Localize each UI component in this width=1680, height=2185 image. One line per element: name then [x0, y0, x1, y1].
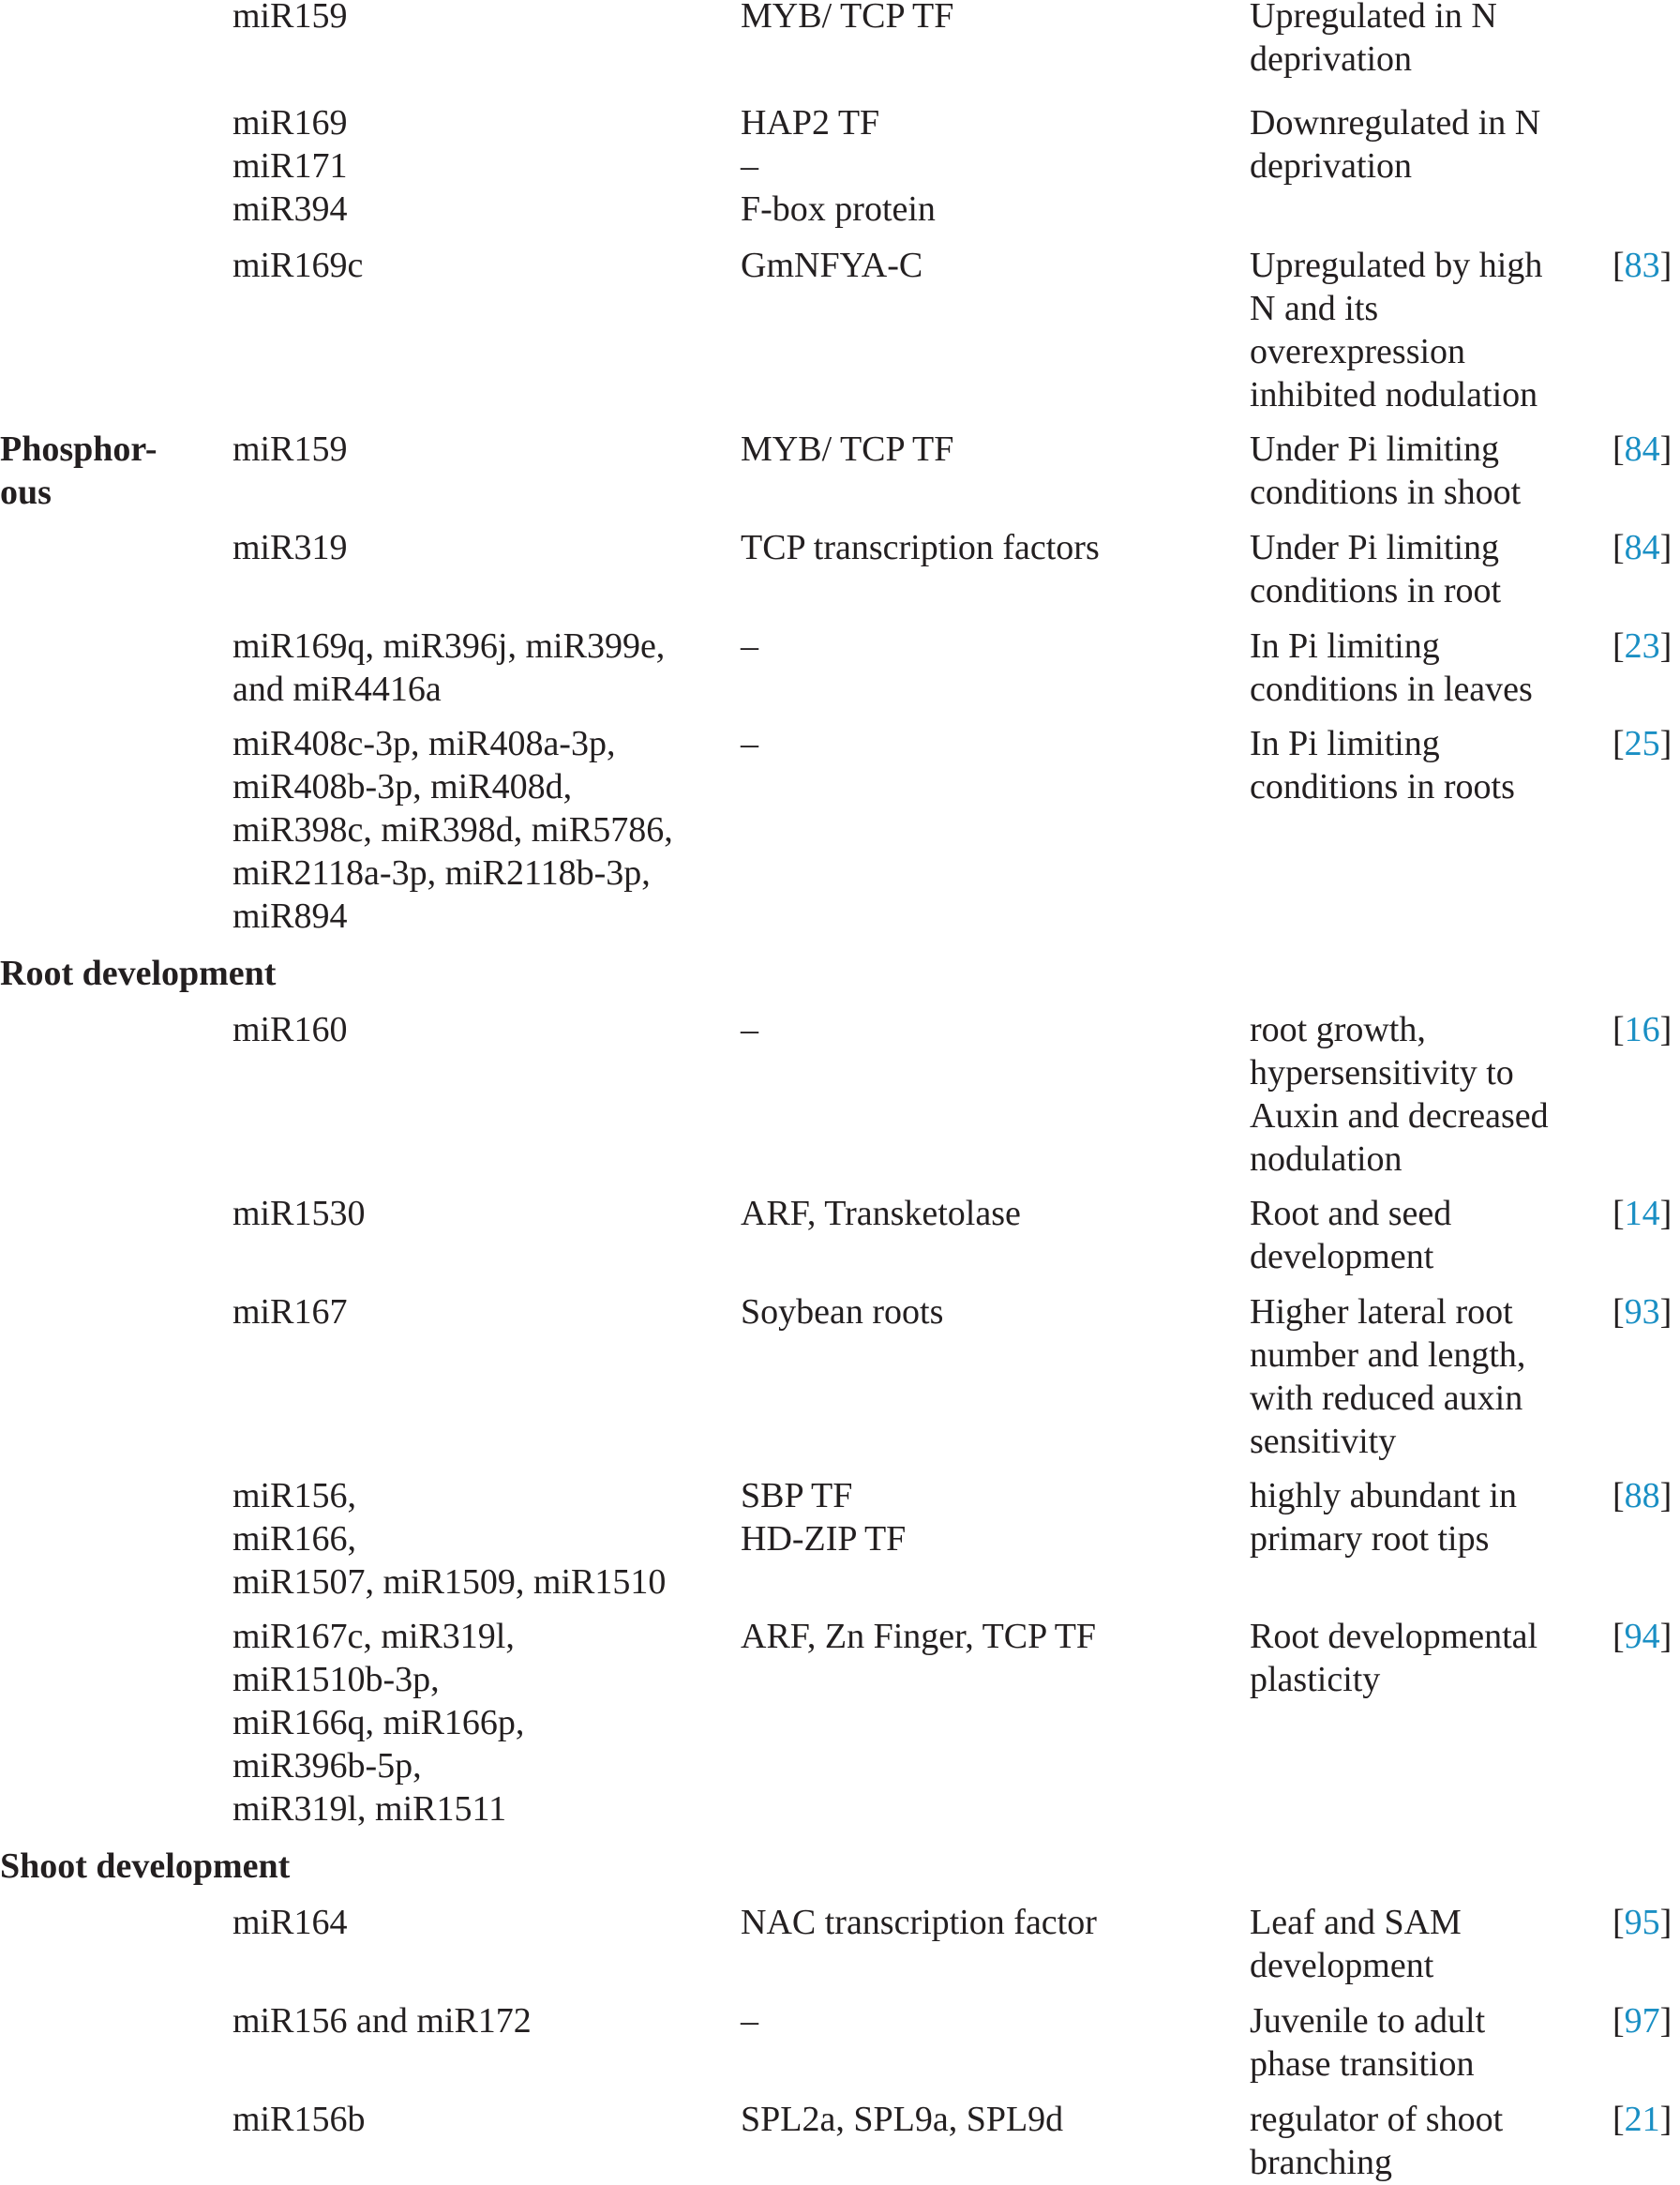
reference-cell: [25]	[1612, 724, 1672, 763]
target-cell	[741, 2098, 1247, 2141]
cell-line: primary root tips	[1250, 1519, 1490, 1559]
cell-line: SBP TF	[741, 1476, 853, 1515]
cell-line: miR894	[232, 897, 348, 936]
target-cell	[741, 1290, 1247, 1334]
cell-line: Auxin and decreased	[1250, 1096, 1549, 1136]
mirna-cell	[232, 0, 739, 38]
mirna-cell	[232, 625, 739, 711]
cell-line: miR171	[232, 146, 348, 186]
reference-link[interactable]: 84	[1624, 429, 1660, 469]
cell-line: miR159	[232, 429, 348, 469]
cell-line: HAP2 TF	[741, 103, 880, 143]
cell-line: miR169q, miR396j, miR399e,	[232, 626, 666, 666]
cell-line: miR2118a-3p, miR2118b-3p,	[232, 853, 651, 893]
reference-cell: [84]	[1612, 528, 1672, 567]
cell-line: Soybean roots	[741, 1292, 944, 1332]
cell-line: miR160	[232, 1010, 348, 1049]
mirna-cell	[232, 1615, 739, 1831]
cell-line: GmNFYA-C	[741, 246, 923, 285]
mirna-cell	[232, 1008, 739, 1051]
mirna-cell	[232, 526, 739, 569]
target-cell	[741, 1008, 1247, 1051]
cell-line: HD-ZIP TF	[741, 1519, 907, 1559]
function-cell	[1250, 0, 1587, 81]
cell-line: highly abundant in	[1250, 1476, 1517, 1515]
cell-line: In Pi limiting	[1250, 724, 1440, 763]
target-cell	[741, 1999, 1247, 2042]
mirna-cell	[232, 428, 739, 471]
cell-line: MYB/ TCP TF	[741, 429, 954, 469]
cell-line: miR164	[232, 1903, 348, 1942]
cell-line: SPL2a, SPL9a, SPL9d	[741, 2100, 1064, 2139]
mirna-cell	[232, 2098, 739, 2141]
cell-line: miR159	[232, 0, 348, 36]
cell-line: ARF, Transketolase	[741, 1194, 1021, 1233]
reference-link[interactable]: 97	[1624, 2001, 1660, 2041]
cell-line: with reduced auxin	[1250, 1379, 1523, 1418]
cell-line: Downregulated in N	[1250, 103, 1541, 143]
reference-link[interactable]: 25	[1624, 724, 1660, 763]
reference-link[interactable]: 21	[1624, 2100, 1660, 2139]
reference-cell: [88]	[1612, 1476, 1672, 1515]
cell-line: miR169	[232, 103, 348, 143]
mirna-cell	[232, 1192, 739, 1235]
cell-line: In Pi limiting	[1250, 626, 1440, 666]
cell-line: Higher lateral root	[1250, 1292, 1513, 1332]
function-cell	[1250, 244, 1587, 416]
cell-line: NAC transcription factor	[741, 1903, 1097, 1942]
reference-cell: [14]	[1612, 1194, 1672, 1233]
cell-line: MYB/ TCP TF	[741, 0, 954, 36]
reference-cell: [23]	[1612, 626, 1672, 666]
cell-line: number and length,	[1250, 1335, 1526, 1375]
cell-line: phase transition	[1250, 2044, 1475, 2084]
cell-line: miR319l, miR1511	[232, 1789, 507, 1829]
mirna-cell	[232, 1901, 739, 1944]
cell-line: branching	[1250, 2143, 1392, 2182]
cell-line: conditions in roots	[1250, 767, 1515, 806]
mirna-cell	[232, 1290, 739, 1334]
section-heading: Root development	[0, 954, 277, 993]
cell-line: deprivation	[1250, 39, 1413, 79]
cell-line: miR156 and miR172	[232, 2001, 532, 2041]
mirna-cell	[232, 244, 739, 287]
reference-link[interactable]: 94	[1624, 1617, 1660, 1656]
function-cell	[1250, 1290, 1587, 1463]
function-cell	[1250, 526, 1587, 612]
target-cell	[741, 1901, 1247, 1944]
function-cell	[1250, 101, 1587, 188]
reference-link[interactable]: 23	[1624, 626, 1660, 666]
reference-link[interactable]: 14	[1624, 1194, 1660, 1233]
cell-line: –	[741, 146, 758, 186]
target-cell	[741, 1474, 1247, 1560]
cell-line: –	[741, 626, 758, 666]
cell-line: sensitivity	[1250, 1422, 1397, 1461]
target-cell	[741, 1615, 1247, 1658]
target-cell	[741, 244, 1247, 287]
cell-line: miR156,	[232, 1476, 356, 1515]
reference-cell: [97]	[1612, 2001, 1672, 2041]
cell-line: nodulation	[1250, 1139, 1402, 1179]
reference-link[interactable]: 88	[1624, 1476, 1660, 1515]
cell-line: miR408c-3p, miR408a-3p,	[232, 724, 616, 763]
cell-line: miR169c	[232, 246, 364, 285]
cell-line: miR1507, miR1509, miR1510	[232, 1562, 667, 1602]
cell-line: conditions in root	[1250, 571, 1502, 610]
cell-line: miR319	[232, 528, 348, 567]
cell-line: N and its	[1250, 289, 1379, 328]
function-cell	[1250, 1474, 1587, 1560]
cell-line: miR167	[232, 1292, 348, 1332]
cell-line: –	[741, 1010, 758, 1049]
cell-line: ous	[0, 473, 52, 512]
cell-line: miR398c, miR398d, miR5786,	[232, 810, 673, 850]
reference-cell: [93]	[1612, 1292, 1672, 1332]
reference-cell: [84]	[1612, 429, 1672, 469]
target-cell	[741, 428, 1247, 471]
cell-line: TCP transcription factors	[741, 528, 1100, 567]
function-cell	[1250, 1615, 1587, 1701]
cell-line: Phosphor-	[0, 429, 158, 469]
cell-line: conditions in leaves	[1250, 670, 1533, 709]
cell-line: Root and seed	[1250, 1194, 1452, 1233]
cell-line: ARF, Zn Finger, TCP TF	[741, 1617, 1097, 1656]
cell-line: Leaf and SAM	[1250, 1903, 1462, 1942]
target-cell	[741, 722, 1247, 765]
cell-line: miR1530	[232, 1194, 366, 1233]
cell-line: root growth,	[1250, 1010, 1426, 1049]
cell-line: miR166,	[232, 1519, 356, 1559]
mirna-cell	[232, 1999, 739, 2042]
reference-cell: [21]	[1612, 2100, 1672, 2139]
cell-line: inhibited nodulation	[1250, 375, 1538, 414]
target-cell	[741, 526, 1247, 569]
target-cell	[741, 101, 1247, 231]
section-heading: Shoot development	[0, 1846, 291, 1886]
cell-line: development	[1250, 1237, 1434, 1276]
reference-cell: [94]	[1612, 1617, 1672, 1656]
reference-link[interactable]: 84	[1624, 528, 1660, 567]
cell-line: overexpression	[1250, 332, 1466, 371]
cell-line: miR156b	[232, 2100, 366, 2139]
reference-link[interactable]: 95	[1624, 1903, 1660, 1942]
cell-line: Juvenile to adult	[1250, 2001, 1486, 2041]
function-cell	[1250, 1999, 1587, 2086]
function-cell	[1250, 2098, 1587, 2184]
cell-line: hypersensitivity to	[1250, 1053, 1514, 1092]
function-cell	[1250, 428, 1587, 514]
cell-line: and miR4416a	[232, 670, 442, 709]
function-cell	[1250, 1901, 1587, 1987]
cell-line: Upregulated in N	[1250, 0, 1497, 36]
cell-line: –	[741, 2001, 758, 2041]
target-cell	[741, 625, 1247, 668]
cell-line: Under Pi limiting	[1250, 429, 1499, 469]
function-cell	[1250, 625, 1587, 711]
cell-line: regulator of shoot	[1250, 2100, 1504, 2139]
cell-line: development	[1250, 1946, 1434, 1985]
cell-line: Root developmental	[1250, 1617, 1538, 1656]
target-cell	[741, 1192, 1247, 1235]
cell-line: Under Pi limiting	[1250, 528, 1499, 567]
cell-line: –	[741, 724, 758, 763]
reference-link[interactable]: 93	[1624, 1292, 1660, 1332]
cell-line: miR167c, miR319l,	[232, 1617, 515, 1656]
cell-line: conditions in shoot	[1250, 473, 1522, 512]
target-cell	[741, 0, 1247, 38]
cell-line: plasticity	[1250, 1660, 1381, 1699]
cell-line: miR1510b-3p,	[232, 1660, 440, 1699]
cell-line: miR408b-3p, miR408d,	[232, 767, 573, 806]
reference-cell: [16]	[1612, 1010, 1672, 1049]
cell-line: miR394	[232, 189, 348, 229]
cell-line: miR166q, miR166p,	[232, 1703, 525, 1742]
function-cell	[1250, 1192, 1587, 1278]
mirna-cell	[232, 1474, 739, 1604]
reference-cell: [95]	[1612, 1903, 1672, 1942]
cell-line: Upregulated by high	[1250, 246, 1543, 285]
mirna-cell	[232, 722, 739, 938]
function-cell	[1250, 722, 1587, 808]
cell-line: deprivation	[1250, 146, 1413, 186]
cell-line: miR396b-5p,	[232, 1746, 422, 1786]
reference-link[interactable]: 16	[1624, 1010, 1660, 1049]
mirna-cell	[232, 101, 739, 231]
category-cell	[0, 428, 225, 514]
reference-cell: [83]	[1612, 246, 1672, 285]
reference-link[interactable]: 83	[1624, 246, 1660, 285]
function-cell	[1250, 1008, 1587, 1181]
cell-line: F-box protein	[741, 189, 936, 229]
